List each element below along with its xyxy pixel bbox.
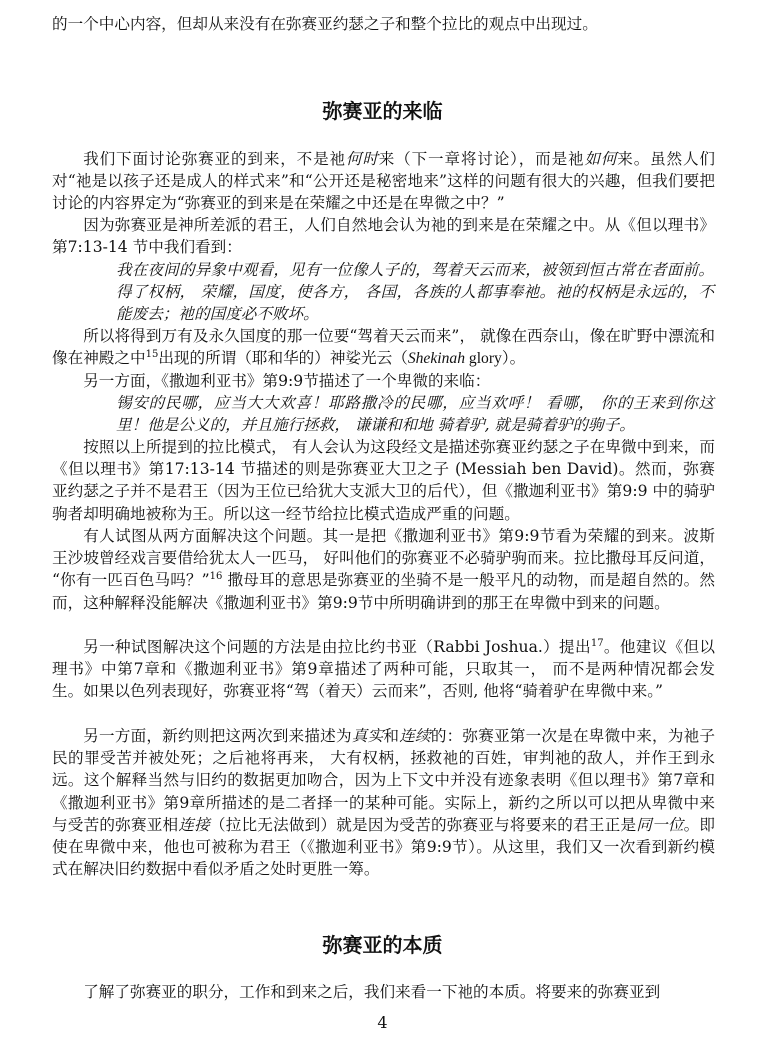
continued-paragraph: 的一个中心内容，但却从来没有在弥赛亚约瑟之子和整个拉比的观点中出现过。 <box>52 15 598 33</box>
paragraph-nature: 了解了弥赛亚的职分，工作和到来之后，我们来看一下祂的本质。将要来的弥赛亚到 <box>83 983 661 1001</box>
page-number: 4 <box>377 1013 388 1032</box>
paragraph-new-testament: 另一方面，新约则把这两次到来描述为真实和连续的：弥赛亚第一次是在卑微中来，为祂子民的罪受苦并被处死；之后祂将再来， 大有权柄，拯救祂的百姓，审判祂的敌人，并作王到永远。这个解释当然与旧约的数据更加吻合，因为上下文中并没有迹象表明《但以理书》第7章和《撒迦利亚书》第9章所描述的是二者择一的某种可能。实际上，新约之所以可以把从卑微中来与受苦的弥赛亚相连接（拉比无法做到）就是因为受苦的弥赛亚与将要来的君王正是同一位。即使在卑微中来，他也可被称为君王（《撒迦利亚书》第9:9节）。从这里，我们又一次看到新约模式在解决旧约数据中看似矛盾之处时更胜一筹。 <box>52 727 715 879</box>
paragraph-clouds: 所以将得到万有及永久国度的那一位要“驾着天云而来”， 就像在西奈山，像在旷野中漂流和像在神殿之中$^{15}$出现的所谓（耶和华的）神娑光云（Shekinah glory）。 <box>52 327 715 368</box>
paragraph-intro: 我们下面讨论弥赛亚的到来，不是祂何时来（下一章将讨论），而是祂如何来。虽然人们对“祂是以孩子还是成人的样式来”和“公开还是秘密地来”这样的问题有很大的兴趣，但我们要把讨论的内容界定为“弥赛亚的到来是在荣耀之中还是在卑微之中？” <box>52 150 715 213</box>
section-heading-nature: 弥赛亚的本质 <box>322 933 443 957</box>
footnote-ref-15: 15 <box>145 349 159 361</box>
paragraph-solution-one: 有人试图从两方面解决这个问题。其一是把《撒迦利亚书》第9:9节看为荣耀的到来。波斯王沙坡曾经戏言要借给犹太人一匹马， 好叫他们的弥赛亚不必骑驴驹而来。拉比撒母耳反问道， “你有一匹百色马吗？”$^{16}$ 撒母耳的意思是弥赛亚的坐骑不是一般平凡的动物，而是超自然的。然而，这种解释没能解决《撒迦利亚书》第9:9节中所明确讲到的那王在卑微中到来的问题。 <box>52 527 715 612</box>
paragraph-solution-two: 另一种试图解决这个问题的方法是由拉比约书亚（Rabbi Joshua.）提出$^{17}$。他建议《但以理书》中第7章和《撒迦利亚书》第9章描述了两种可能，只取其一， 而不是两种情况都会发生。如果以色列表现好，弥赛亚将“驾（着天）云而来”，否则, 他将“骑着驴在卑微中来。” <box>52 637 715 701</box>
section-heading-coming: 弥赛亚的来临 <box>322 99 443 123</box>
footnote-ref-16: 16 <box>209 571 223 583</box>
footnote-ref-17: 17 <box>590 637 604 649</box>
paragraph-rabbinic-model: 按照以上所提到的拉比模式， 有人会认为这段经文是描述弥赛亚约瑟之子在卑微中到来，而《但以理书》第17:13-14 节描述的则是弥赛亚大卫之子 (Messiah ben David)。然而，弥赛亚约瑟之子并不是君王（因为王位已给犹大支派大卫的后代），但《撒迦利亚书》第9:9 中的骑驴驹者却明确地被称为王。所以这一经节给拉比模式造成严重的问题。 <box>52 438 715 523</box>
quote-zechariah: 锡安的民哪，应当大大欢喜！耶路撒冷的民哪，应当欢呼！ 看哪， 你的王来到你这里！他是公义的，并且施行拯救， 谦谦和和地 骑着驴, 就是骑着驴的驹子。 <box>116 394 714 435</box>
paragraph-humble: 另一方面，《撒迦利亚书》第9:9节描述了一个卑微的来临： <box>83 372 491 390</box>
paragraph-glory: 因为弥赛亚是神所差派的君王，人们自然地会认为祂的到来是在荣耀之中。从《但以理书》第7:13-14 节中我们看到： <box>52 216 715 257</box>
quote-daniel: 我在夜间的异象中观看，见有一位像人子的，驾着天云而来，被领到恒古常在者面前。得了权柄， 荣耀，国度，使各方， 各国，各族的人都事奉祂。祂的权柄是永远的，不能废去；祂的国度必不败坏。 <box>116 261 714 324</box>
